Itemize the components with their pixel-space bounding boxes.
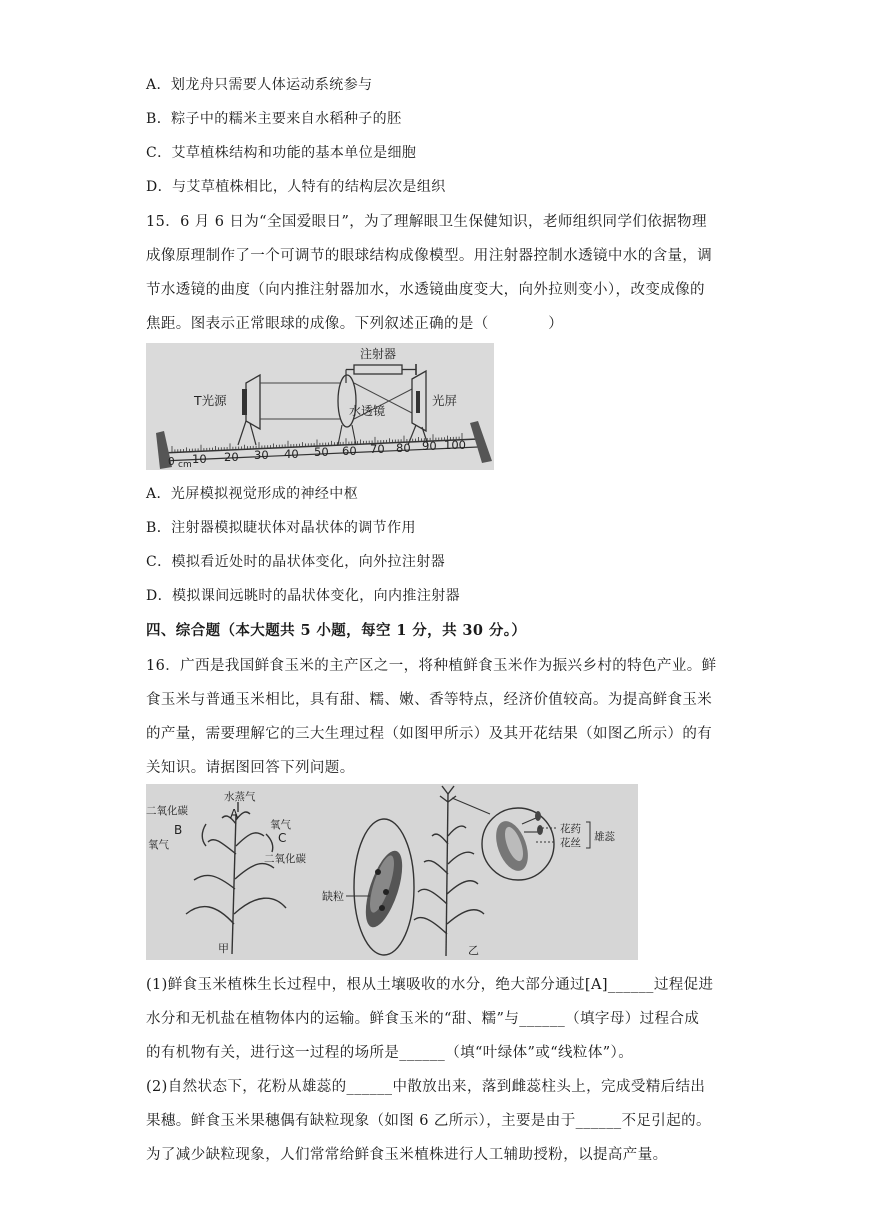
label-co2-right: 二氧化碳 (264, 853, 306, 865)
scale-unit-label: cm (178, 460, 192, 470)
q16-stem-line: 关知识。请据图回答下列问题。 (146, 760, 355, 776)
scale-label-30: 30 (254, 448, 269, 462)
label-o2-right: 氧气 (270, 819, 291, 831)
screen-label: 光屏 (432, 393, 458, 408)
label-anther: 花药 (560, 823, 581, 835)
eye-model-figure (146, 343, 494, 470)
q14-option-d: D．与艾草植株相比，人特有的结构层次是组织 (146, 179, 446, 195)
q16-sub2-line: 为了减少缺粒现象，人们常常给鲜食玉米植株进行人工辅助授粉，以提高产量。 (146, 1147, 668, 1163)
scale-label-90: 90 (422, 439, 437, 453)
q14-option-b: B．粽子中的糯米主要来自水稻种子的胚 (146, 111, 402, 127)
label-defect: 缺粒 (322, 890, 344, 903)
q15-option-c: C．模拟看近处时的晶状体变化，向外拉注射器 (146, 554, 446, 570)
label-co2-left: 二氧化碳 (146, 805, 188, 817)
scale-label-20: 20 (224, 450, 239, 464)
scale-label-70: 70 (370, 442, 385, 456)
scale-label-10: 10 (192, 452, 207, 466)
q15-stem-line: 节水透镜的曲度（向内推注射器加水，水透镜曲度变大，向外拉则变小），改变成像的 (146, 282, 705, 298)
q15-option-a: A．光屏模拟视觉形成的神经中枢 (146, 486, 359, 502)
q15-stem-line: 焦距。图表示正常眼球的成像。下列叙述正确的是（ ） (146, 316, 564, 332)
label-jia: 甲 (218, 942, 229, 955)
scale-label-80: 80 (396, 441, 411, 455)
label-stamen: 雄蕊 (594, 831, 615, 843)
q16-sub2-line: (2)自然状态下，花粉从雄蕊的______中散放出来，落到雌蕊柱头上，完成受精后结出 (146, 1079, 706, 1095)
label-yi: 乙 (468, 944, 479, 957)
q15-option-d: D．模拟课间远眺时的晶状体变化，向内推注射器 (146, 588, 461, 604)
q16-sub1-line: (1)鲜食玉米植株生长过程中，根从土壤吸收的水分，绝大部分通过[A]______过程促进 (146, 977, 714, 993)
q16-sub1-line: 的有机物有关，进行这一过程的场所是______（填“叶绿体”或“线粒体”）。 (146, 1045, 634, 1061)
scale-label-100: 100 (444, 438, 466, 452)
label-a: A (230, 807, 239, 821)
q14-option-c: C．艾草植株结构和功能的基本单位是细胞 (146, 145, 417, 161)
q15-option-b: B．注射器模拟睫状体对晶状体的调节作用 (146, 520, 416, 536)
q15-stem-line: 成像原理制作了一个可调节的眼球结构成像模型。用注射器控制水透镜中水的含量，调 (146, 248, 713, 264)
q16-sub1-line: 水分和无机盐在植物体内的运输。鲜食玉米的“甜、糯”与______（填字母）过程合成 (146, 1011, 700, 1027)
scale-label-0: 0 (168, 456, 175, 468)
scale-label-40: 40 (284, 447, 299, 461)
q16-stem-line: 16．广西是我国鲜食玉米的主产区之一，将种植鲜食玉米作为振兴乡村的特色产业。鲜 (146, 658, 717, 674)
q16-stem-line: 的产量，需要理解它的三大生理过程（如图甲所示）及其开花结果（如图乙所示）的有 (146, 726, 713, 742)
q14-option-a: A．划龙舟只需要人体运动系统参与 (146, 77, 373, 93)
label-c: C (278, 831, 287, 845)
q15-stem-line: 15．6 月 6 日为“全国爱眼日”，为了理解眼卫生保健知识，老师组织同学们依据物理 (146, 214, 707, 230)
q16-sub2-line: 果穗。鲜食玉米果穗偶有缺粒现象（如图 6 乙所示），主要是由于______不足引起的。 (146, 1113, 711, 1129)
label-b: B (174, 823, 183, 837)
q16-stem-line: 食玉米与普通玉米相比，具有甜、糯、嫩、香等特点，经济价值较高。为提高鲜食玉米 (146, 692, 713, 708)
label-filament: 花丝 (560, 837, 581, 849)
scale-label-60: 60 (342, 444, 357, 458)
corn-figure (146, 784, 638, 960)
scale-label-50: 50 (314, 445, 329, 459)
syringe-label: 注射器 (360, 347, 397, 361)
water-lens-label: 水透镜 (349, 404, 386, 418)
label-vapor: 水蒸气 (224, 791, 256, 803)
light-source-label: T光源 (194, 393, 227, 408)
label-o2-left: 氧气 (148, 839, 169, 851)
section-heading: 四、综合题（本大题共 5 小题，每空 1 分，共 30 分。） (146, 622, 527, 639)
